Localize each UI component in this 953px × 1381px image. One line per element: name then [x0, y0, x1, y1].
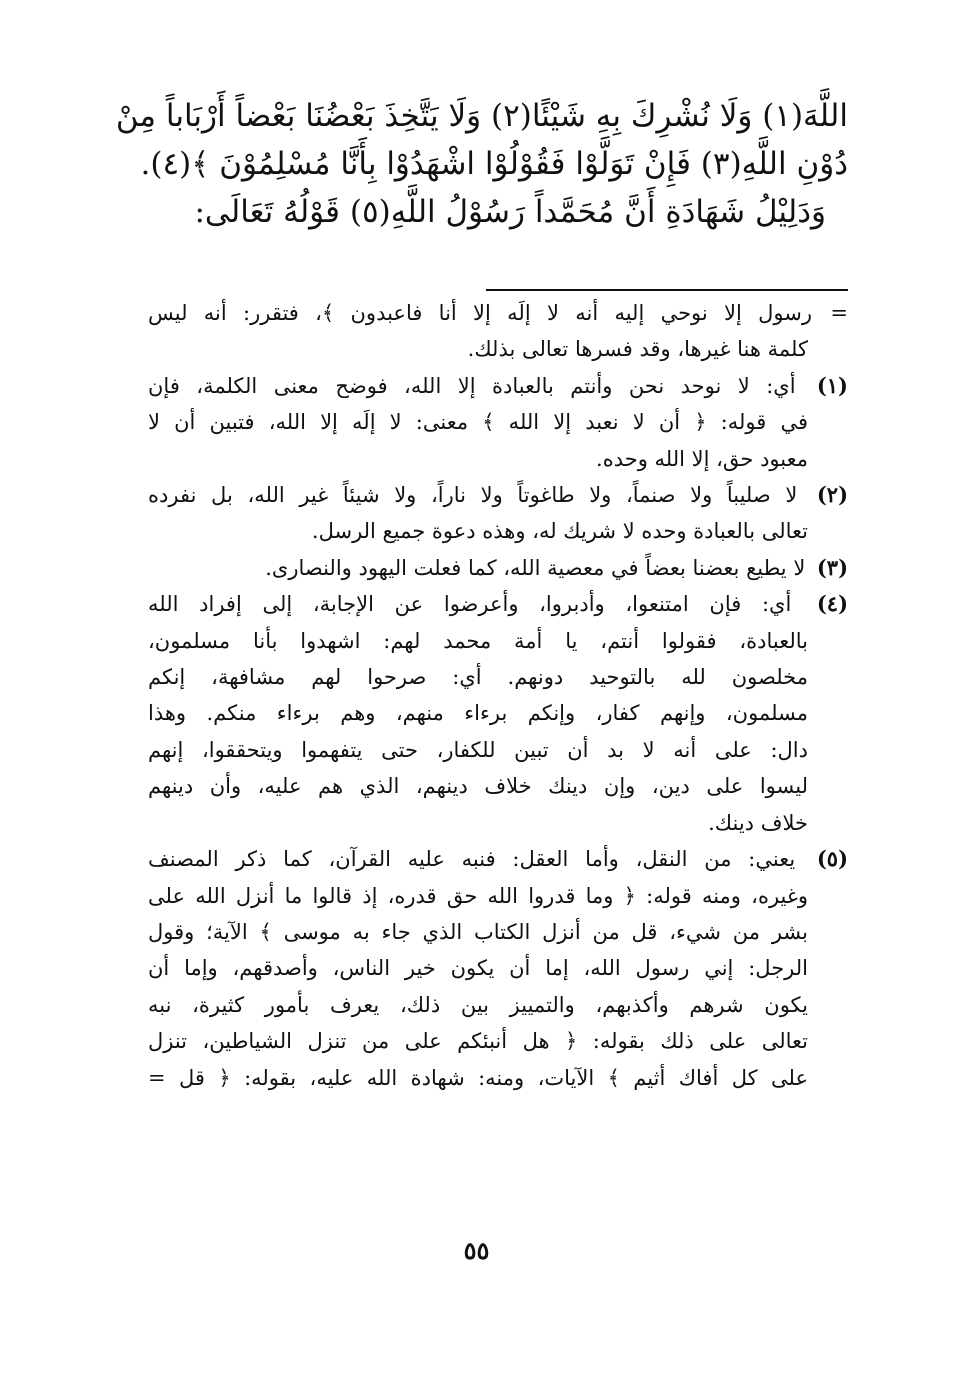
footnote-line — [148, 586, 848, 622]
footnote-5 — [148, 841, 848, 1096]
footnote-marker: (٣) — [816, 554, 848, 580]
footnote-line: مسلمون، وإنهم كفار، وإنكم برءاء منهم، وهم برءاء منكم. وهذا — [148, 701, 808, 726]
footnote-line: يكون شرهم وأكذبهم، والتمييز بين ذلك، يعرف بأمور كثيرة، نبه — [148, 992, 808, 1017]
footnote-line: كلمة هنا غيرها، وقد فسرها تعالى بذلك. — [467, 337, 808, 362]
footnote-line: ليسوا على دين، وإن دينك خلاف دينهم، الذي هم عليه، وأن دينهم — [148, 774, 808, 799]
footnote-line: خلاف دينك. — [708, 810, 808, 835]
footnote-line: دال: على أنه لا بد أن تبين للكفار، حتى يتفهموا ويتحققوا، إنهم — [148, 737, 808, 762]
page-number: ٥٥ — [463, 1236, 490, 1265]
main-line: اللَّهَ(١) وَلَا نُشْرِكَ بِهِ شَيْئًا(٢) وَلَا يَتَّخِذَ بَعْضُنَا بَعْضاً أَرْبَاباً مِنْ — [115, 98, 848, 134]
footnote-line — [148, 841, 848, 877]
footnote-divider — [486, 289, 848, 291]
footnote-continuation — [148, 295, 848, 368]
footnote-line: مخلصون لله بالتوحيد دونهم. أي: صرحوا لهم مشافهة، إنكم — [148, 665, 808, 690]
footnotes — [148, 295, 848, 1096]
continuation-marker: = — [830, 301, 848, 325]
main-line: دُوْنِ اللَّهِ(٣) فَإِنْ تَوَلَّوْا فَقُوْلُوْا اشْهَدُوْا بِأَنَّا مُسْلِمُوْنَ ﴾(٤). — [140, 146, 848, 182]
footnote-2 — [148, 477, 848, 550]
main-text — [115, 92, 848, 236]
footnote-line: الرجل: إني رسول الله، إما أن يكون خير الناس، وأصدقهم، وإما أن — [148, 956, 808, 981]
footnote-line: تعالى على ذلك بقوله: ﴿ هل أنبئكم على من تنزل الشياطين، تنزل — [148, 1029, 808, 1054]
footnote-text: أي: لا نوحد نحن وأنتم بالعبادة إلا الله، فوضح معنى الكلمة، فإن — [148, 373, 796, 398]
footnote-text: رسول إلا نوحي إليه أنه لا إلَه إلا أنا فاعبدون ﴾، فتقرر: أنه ليس — [148, 301, 812, 325]
footnote-marker: (٤) — [816, 591, 848, 617]
footnote-line: معبود حق، إلا الله وحده. — [596, 446, 808, 471]
footnote-line: بشر من شيء، قل من أنزل الكتاب الذي جاء به موسى ﴾ الآية؛ وقول — [148, 919, 808, 944]
footnote-line — [148, 477, 848, 513]
footnote-line — [148, 368, 848, 404]
footnote-text: يعني: من النقل، وأما العقل: فنبه عليه القرآن، كما ذكر المصنف — [148, 847, 796, 872]
footnote-line — [148, 295, 848, 331]
footnote-1 — [148, 368, 848, 477]
footnote-text: لا صليباً ولا صنماً، ولا طاغوتاً ولا ناراً، ولا شيئاً غير الله، بل نفرده — [148, 483, 798, 508]
footnote-text: أي: فإن امتنعوا، وأدبروا، وأعرضوا عن الإجابة، إلى إفراد الله — [148, 592, 792, 617]
footnote-line: بالعبادة، فقولوا أنتم، يا أمة محمد لهم: اشهدوا بأنا مسلمون، — [148, 628, 808, 653]
footnote-4 — [148, 586, 848, 841]
main-line: وَدَلِيْلُ شَهَادَةِ أَنَّ مُحَمَّداً رَسُوْلُ اللَّهِ(٥) قَوْلُهُ تَعَالَى: — [194, 194, 826, 230]
footnote-3 — [148, 550, 848, 586]
footnote-line: على كل أفاك أثيم ﴾ الآيات، ومنه: شهادة الله عليه، بقوله: ﴿ قل = — [148, 1065, 808, 1090]
footnote-line: وغيره، ومنه قوله: ﴿ وما قدروا الله حق قدره، إذ قالوا ما أنزل الله على — [148, 883, 808, 908]
footnote-line — [148, 550, 848, 586]
footnote-text: لا يطيع بعضنا بعضاً في معصية الله، كما فعلت اليهود والنصارى. — [265, 555, 806, 580]
footnote-line: تعالى بالعبادة وحده لا شريك له، وهذه دعوة جميع الرسل. — [311, 519, 808, 544]
footnote-marker: (١) — [816, 372, 848, 398]
footnote-line: في قوله: ﴿ أن لا نعبد إلا الله ﴾ معنى: لا إلَه إلا الله، فتبين أن لا — [148, 410, 808, 435]
footnote-marker: (٥) — [816, 846, 848, 872]
footnote-marker: (٢) — [816, 482, 848, 508]
